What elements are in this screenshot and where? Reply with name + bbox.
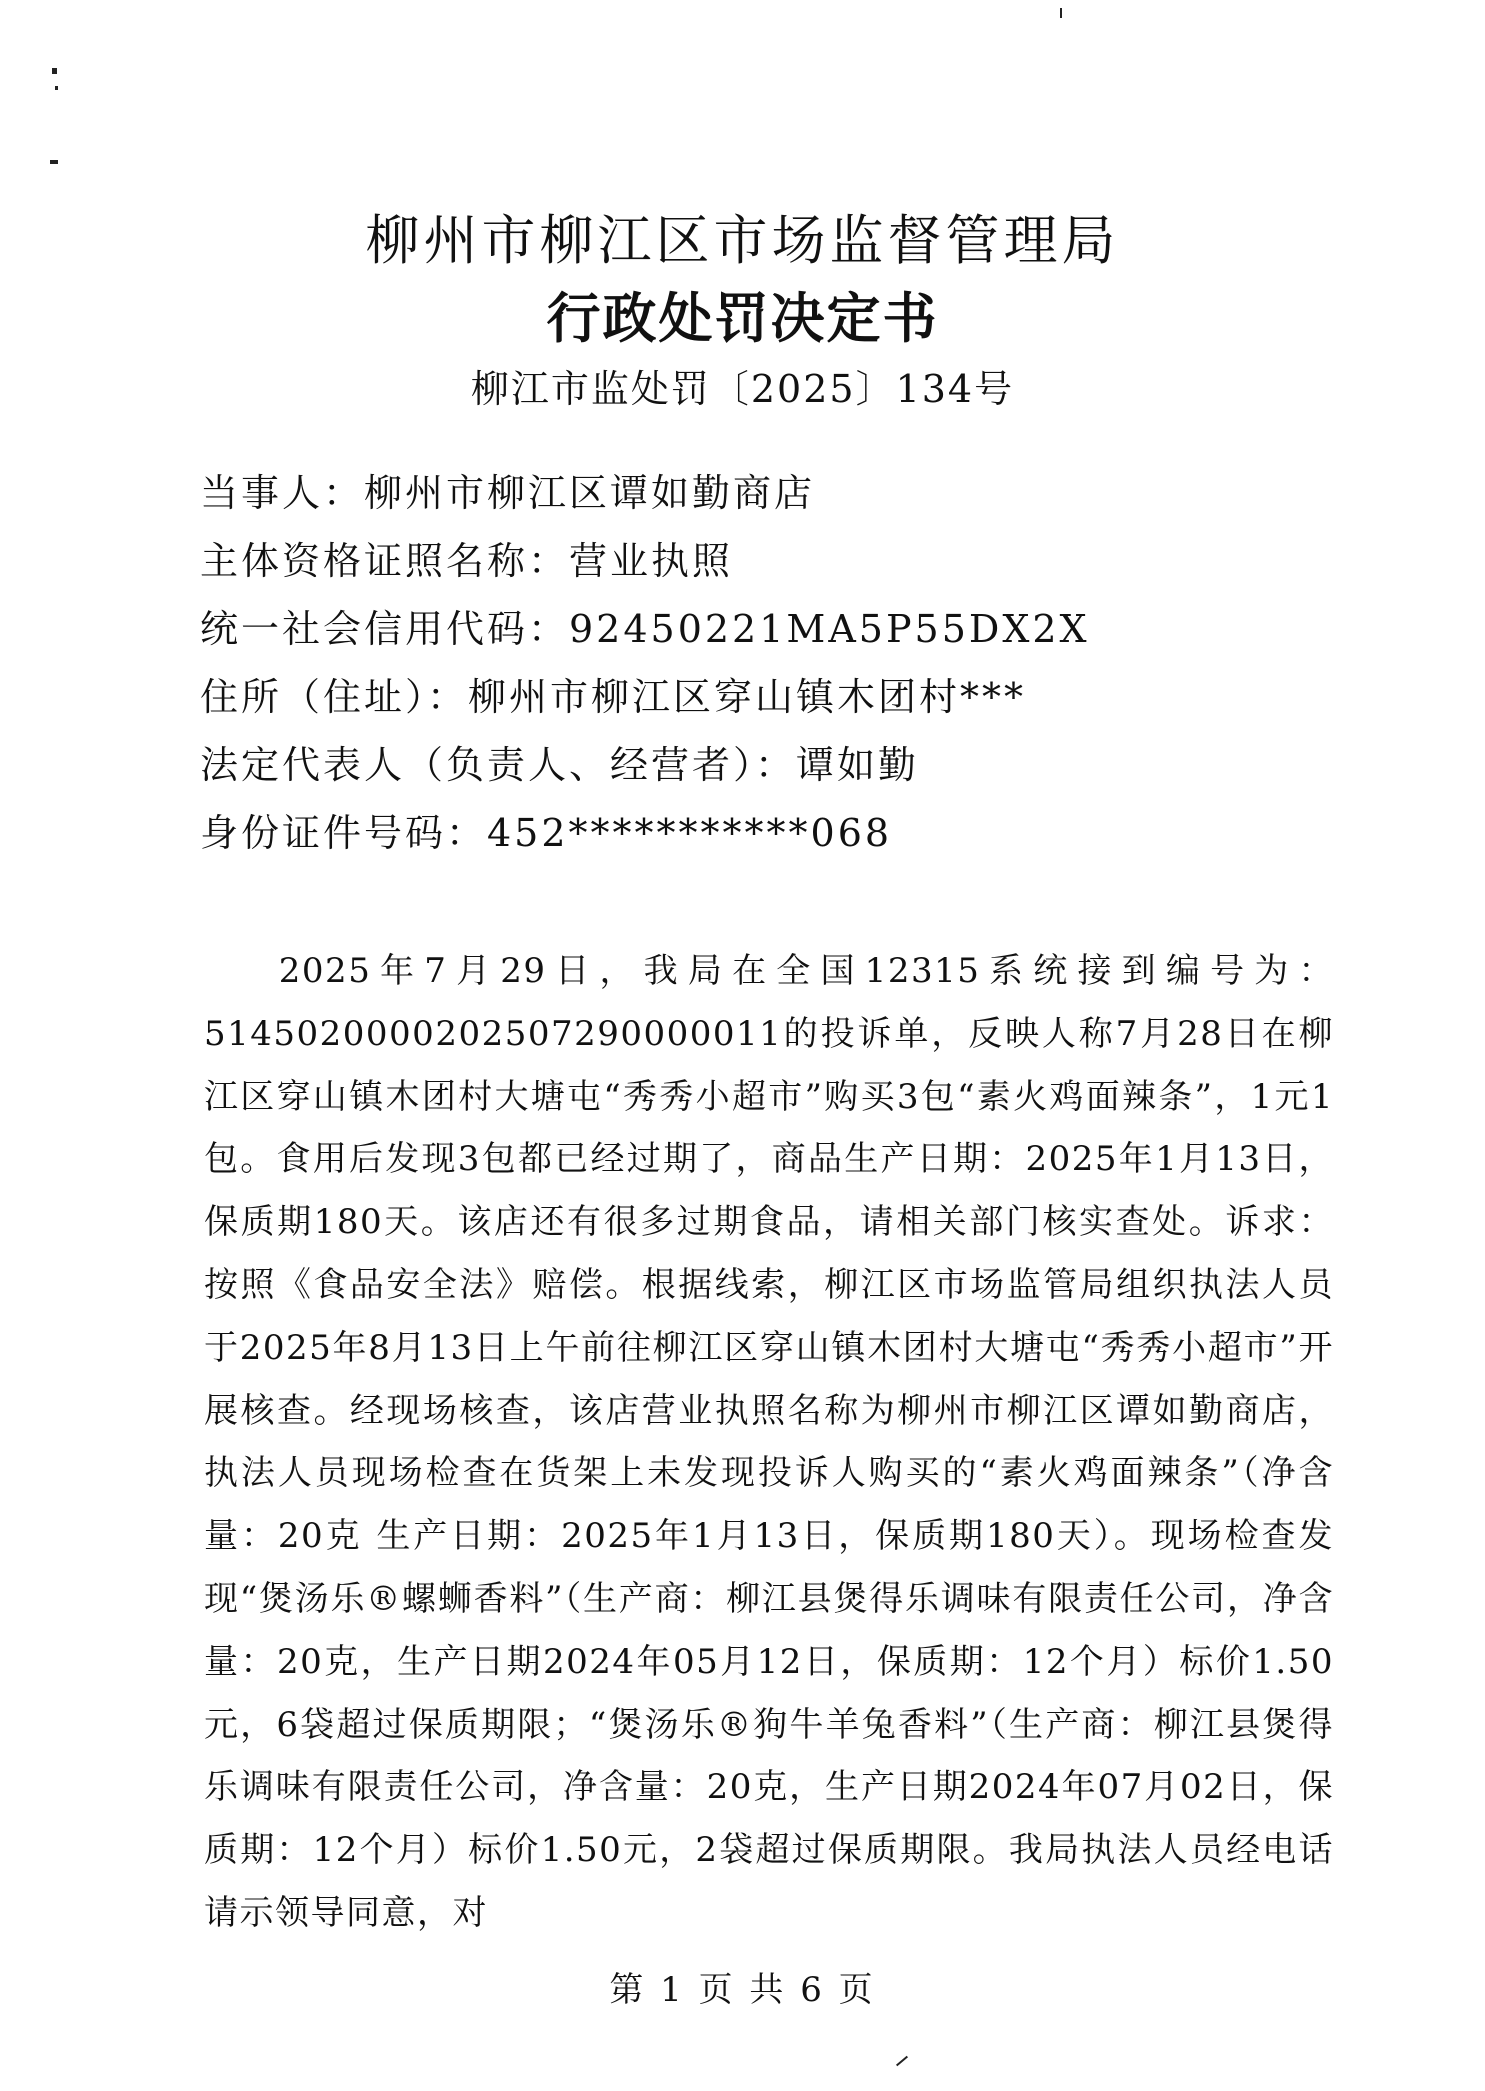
issuing-organization: 柳州市柳江区市场监督管理局 (365, 209, 1120, 272)
pen-stroke (896, 2056, 908, 2067)
scan-speck (50, 160, 58, 164)
document-number: 柳江市监处罚〔2025〕134号 (470, 367, 1015, 411)
page-indicator: 第 1 页 共 6 页 (609, 1970, 876, 2010)
document-title: 行政处罚决定书 (546, 287, 939, 350)
address-field: 住所（住址）：柳州市柳江区穿山镇木团村*** (200, 675, 1027, 719)
license-type-field: 主体资格证照名称：营业执照 (200, 539, 734, 583)
scan-speck (1060, 8, 1062, 18)
legal-representative-field: 法定代表人（负责人、经营者）：谭如勤 (200, 743, 920, 787)
credit-code-field: 统一社会信用代码：92450221MA5P55DX2X (200, 607, 1090, 651)
case-facts-paragraph: 2025年7月29日，我局在全国12315系统接到编号为：5145020000202507290000011的投诉单，反映人称7月28日在柳江区穿山镇木团村大塘屯“秀秀小超市”购买3包“素火鸡面辣条”，1元1包。食用后发现3包都已经过期了，商品生产日期：2025年1月13日，保质期180天。该店还有很多过期食品，请相关部门核实查处。诉求：按照《食品安全法》赔偿。根据线索，柳江区市场监管局组织执法人员于2025年8月13日上午前往柳江区穿山镇木团村大塘屯“秀秀小超市”开展核查。经现场核查，该店营业执照名称为柳州市柳江区谭如勤商店，执法人员现场检查在货架上未发现投诉人购买的“素火鸡面辣条”（净含量：20克 生产日期：2025年1月13日，保质期180天）。现场检查发现“煲汤乐®螺蛳香料”（生产商：柳江县煲得乐调味有限责任公司，净含量：20克，生产日期2024年05月12日，保质期：12个月）标价1.50元，6袋超过保质期限；“煲汤乐®狗牛羊兔香料”（生产商：柳江县煲得乐调味有限责任公司，净含量：20克，生产日期2024年07月02日，保质期：12个月）标价1.50元，2袋超过保质期限。我局执法人员经电话请示领导同意，对 (204, 951, 1334, 1933)
scan-speck (52, 68, 57, 74)
scan-speck (55, 86, 58, 90)
id-number-field: 身份证件号码：452***********068 (200, 811, 893, 855)
party-name-field: 当事人：柳州市柳江区谭如勤商店 (200, 471, 816, 515)
